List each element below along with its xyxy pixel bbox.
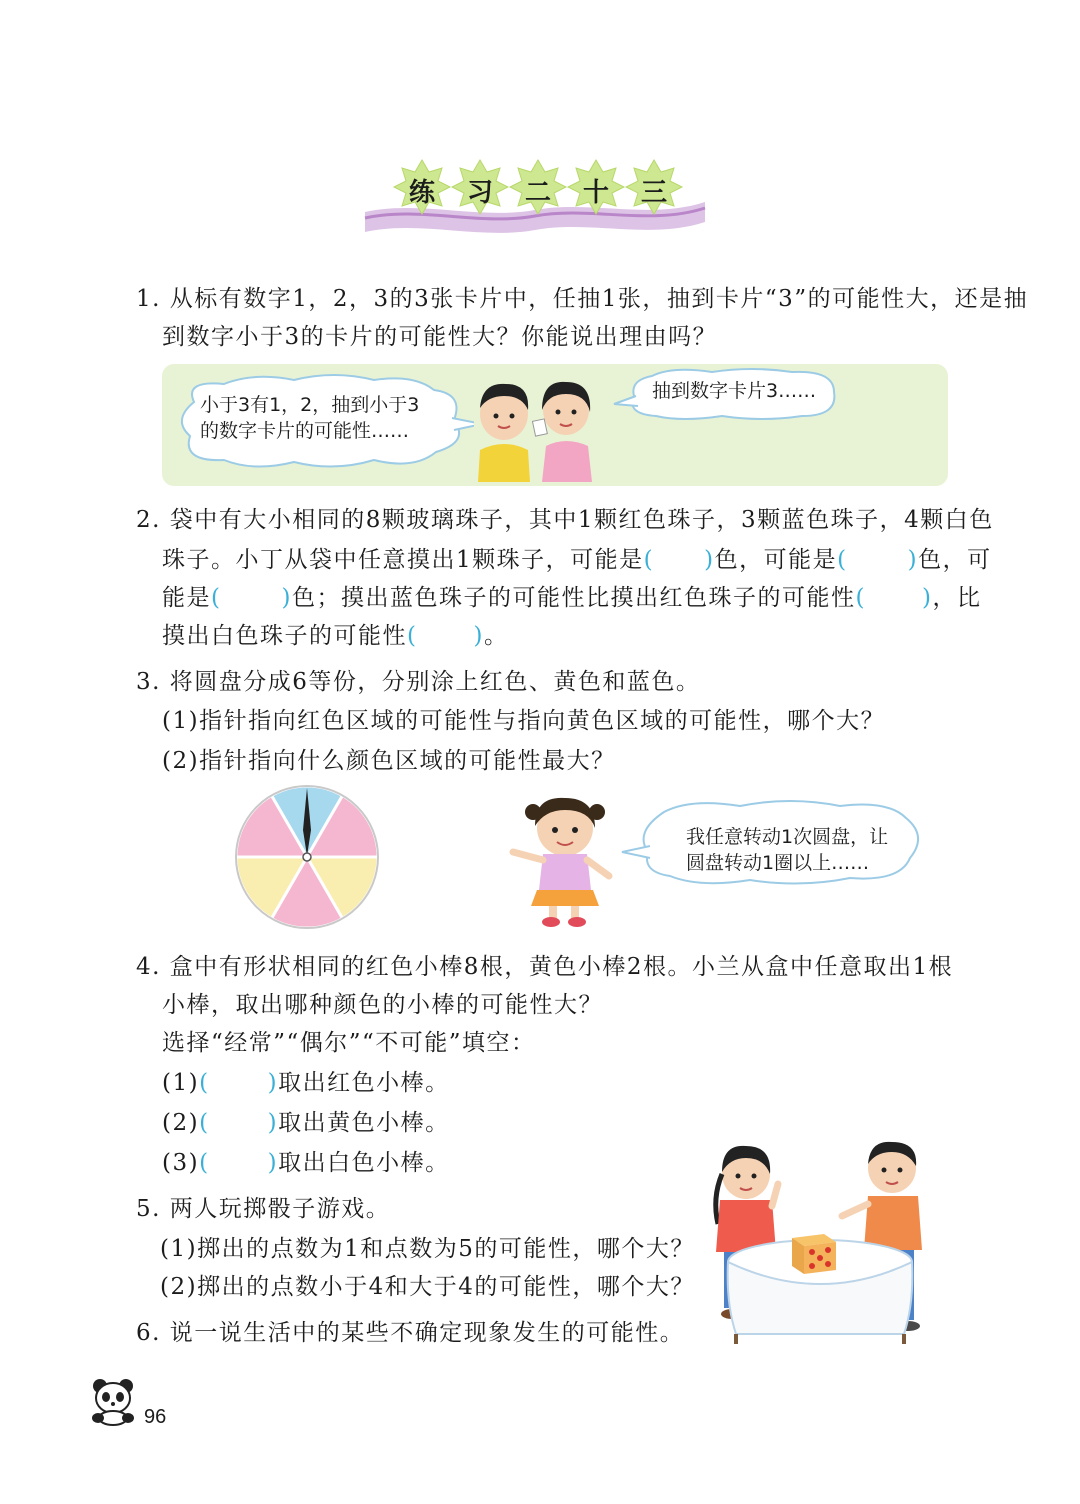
- paren-open: (: [199, 1070, 210, 1096]
- q2-line3-text-b: 色；摸出蓝色珠子的可能性比摸出红色珠子的可能性: [291, 585, 856, 611]
- q6-line1: 6. 说一说生活中的某些不确定现象发生的可能性。: [136, 1320, 685, 1346]
- bubble-spinner-line1: 我任意转动1次圆盘，让: [686, 826, 889, 848]
- q2-line3-text-a: 能是: [162, 585, 211, 611]
- q2-line4: [162, 621, 508, 651]
- paren-close: ): [281, 585, 292, 611]
- paren-close: ): [267, 1150, 279, 1176]
- panda-icon: [88, 1376, 138, 1426]
- bubble-spinner-line2: 圆盘转动1圈以上……: [686, 852, 870, 874]
- q3-sub2: (2)指针指向什么颜色区域的可能性最大？: [162, 748, 616, 774]
- title-char: 三: [641, 178, 668, 208]
- q2-line2-text-c: 色，可: [918, 547, 992, 573]
- paren-close: ): [473, 623, 484, 649]
- paren-open: (: [855, 585, 866, 611]
- q4-item-number: (1): [162, 1070, 200, 1096]
- q4-item-text: 取出红色小棒。: [278, 1070, 450, 1096]
- q4-item-number: (3): [162, 1150, 200, 1176]
- q2-line3: [162, 583, 981, 613]
- children-dice-table-image: [696, 1134, 946, 1346]
- title-char: 习: [467, 178, 494, 208]
- spinner-disk: [232, 782, 382, 932]
- title-banner: [360, 150, 710, 245]
- title-char: 十: [583, 178, 610, 208]
- paren-close: ): [907, 547, 919, 573]
- q5-sub2: (2)掷出的点数小于4和大于4的可能性，哪个大？: [160, 1274, 695, 1300]
- q2-line1: 2. 袋中有大小相同的8颗玻璃珠子，其中1颗红色珠子，3颗蓝色珠子，4颗白色: [136, 507, 994, 533]
- bubble-right-text: 抽到数字卡片3……: [652, 380, 817, 402]
- paren-close: ): [267, 1110, 279, 1136]
- q2-line4-text-b: 。: [483, 623, 509, 649]
- paren-open: (: [199, 1110, 210, 1136]
- paren-open: (: [407, 623, 418, 649]
- q4-line2: 小棒，取出哪种颜色的小棒的可能性大？: [162, 992, 603, 1018]
- q2-line3-text-c: ，比: [932, 585, 982, 611]
- q2-line2: [162, 545, 992, 575]
- paren-open: (: [643, 547, 655, 573]
- q4-line3: 选择“经常”“偶尔”“不可能”填空：: [162, 1030, 536, 1056]
- paren-close: ): [921, 585, 933, 611]
- q4-item-text: 取出黄色小棒。: [278, 1110, 450, 1136]
- q5-line1: 5. 两人玩掷骰子游戏。: [136, 1196, 391, 1222]
- girl-pointing-image: [505, 790, 625, 930]
- bubble-left-line2: 的数字卡片的可能性……: [200, 420, 410, 442]
- paren-close: ): [704, 547, 715, 573]
- q3-line1: 3. 将圆盘分成6等份，分别涂上红色、黄色和蓝色。: [136, 669, 701, 695]
- q4-item-2: [162, 1108, 450, 1138]
- q1-illustration-panel: [162, 364, 948, 486]
- q4-item-3: [162, 1148, 450, 1178]
- page-title: [360, 172, 710, 208]
- paren-open: (: [837, 547, 848, 573]
- q4-line1: 4. 盒中有形状相同的红色小棒8根，黄色小棒2根。小兰从盒中任意取出1根: [136, 954, 954, 980]
- children-holding-card-image: [462, 368, 612, 482]
- q1-line2: 到数字小于3的卡片的可能性大？你能说出理由吗？: [162, 324, 718, 350]
- title-char: 练: [409, 178, 436, 208]
- spinner-center: [303, 853, 311, 861]
- page-number: 96: [144, 1406, 167, 1428]
- paren-open: (: [199, 1150, 210, 1176]
- title-char: 二: [525, 178, 552, 208]
- q4-item-text: 取出白色小棒。: [278, 1150, 450, 1176]
- q4-item-1: [162, 1068, 450, 1098]
- q3-sub1: (1)指针指向红色区域的可能性与指向黄色区域的可能性，哪个大？: [162, 708, 886, 734]
- dice-icon: [792, 1234, 836, 1274]
- q2-line2-text-a: 珠子。小丁从袋中任意摸出1颗珠子，可能是: [162, 547, 644, 573]
- bubble-left-line1: 小于3有1，2，抽到小于3: [200, 394, 420, 416]
- paren-open: (: [211, 585, 222, 611]
- q2-line4-text-a: 摸出白色珠子的可能性: [162, 623, 407, 649]
- q5-sub1: (1)掷出的点数为1和点数为5的可能性，哪个大？: [160, 1236, 695, 1262]
- q1-line1: 1. 从标有数字1，2，3的3张卡片中，任抽1张，抽到卡片“3”的可能性大，还是抽: [136, 286, 1029, 312]
- q4-item-number: (2): [162, 1110, 200, 1136]
- q2-line2-text-b: 色，可能是: [714, 547, 838, 573]
- paren-close: ): [267, 1070, 279, 1096]
